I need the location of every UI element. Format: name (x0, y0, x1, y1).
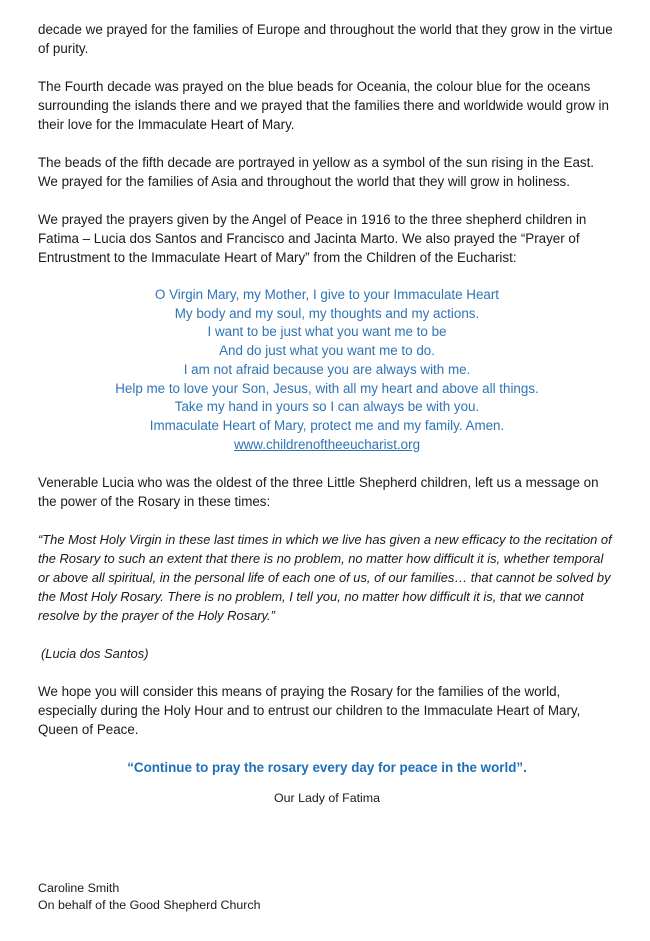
lucia-quote: “The Most Holy Virgin in these last times in which we live has given a new efficacy to the recitation of the Rosary to such an extent that there is no problem, no matter how difficult it is, whether temporal or above all spiritual, in the personal life of each one of us, of our families… that cannot be solved by the Most Holy Rosary. There is no problem, I tell you, no matter how difficult it is, that we cannot resolve by the prayer of the Holy Rosary.” (38, 532, 612, 624)
paragraph-closing-hope: We hope you will consider this means of praying the Rosary for the families of the world, especially during the Holy Hour and to entrust our children to the Immaculate Heart of Mary, Queen of Peace. (38, 684, 581, 738)
prayer-line: Take my hand in yours so I can always be with you. (174, 399, 480, 415)
prayer-line: O Virgin Mary, my Mother, I give to your Immaculate Heart (154, 287, 500, 302)
paragraph-venerable-lucia: Venerable Lucia who was the oldest of the three Little Shepherd children, left us a message on the power of the Rosary in these times: (38, 475, 599, 510)
children-of-eucharist-link[interactable]: www.childrenoftheeucharist.org (233, 436, 421, 452)
paragraph-europe-decade: decade we prayed for the families of Europe and throughout the world that they grow in the virtue of purity. (38, 22, 613, 56)
prayer-line: My body and my soul, my thoughts and my actions. (174, 305, 480, 321)
prayer-line: I am not afraid because you are always with me. (183, 361, 471, 377)
closing-source: Our Lady of Fatima (273, 791, 381, 806)
paragraph-fifth-decade: The beads of the fifth decade are portrayed in yellow as a symbol of the sun rising in the East. We prayed for the families of Asia and throughout the world that they will grow in holiness. (38, 155, 595, 189)
paragraph-angel-of-peace: We prayed the prayers given by the Angel of Peace in 1916 to the three shepherd children in Fatima – Lucia dos Santos and Francisco and Jacinta Marto. We also prayed the “Prayer of Entrustment to the Immaculate Heart of Mary” from the Children of the Eucharist: (38, 212, 587, 265)
quote-attribution: (Lucia dos Santos) (41, 646, 149, 662)
prayer-line: I want to be just what you want me to be (207, 324, 447, 340)
prayer-line: And do just what you want me to do. (219, 343, 435, 359)
prayer-line: Immaculate Heart of Mary, protect me and my family. Amen. (149, 417, 505, 433)
closing-exhortation: “Continue to pray the rosary every day for peace in the world”. (127, 760, 527, 776)
signature-affiliation: On behalf of the Good Shepherd Church (38, 898, 261, 912)
signature-name: Caroline Smith (38, 881, 120, 895)
document-body (38, 20, 616, 808)
signature-block (38, 880, 261, 914)
prayer-line: Help me to love your Son, Jesus, with all my heart and above all things. (115, 380, 539, 396)
paragraph-fourth-decade: The Fourth decade was prayed on the blue beads for Oceania, the colour blue for the oceans surrounding the islands there and we prayed that the families there and worldwide would grow in their love for the Immaculate Heart of Mary. (38, 79, 609, 132)
entrustment-prayer (38, 286, 616, 454)
